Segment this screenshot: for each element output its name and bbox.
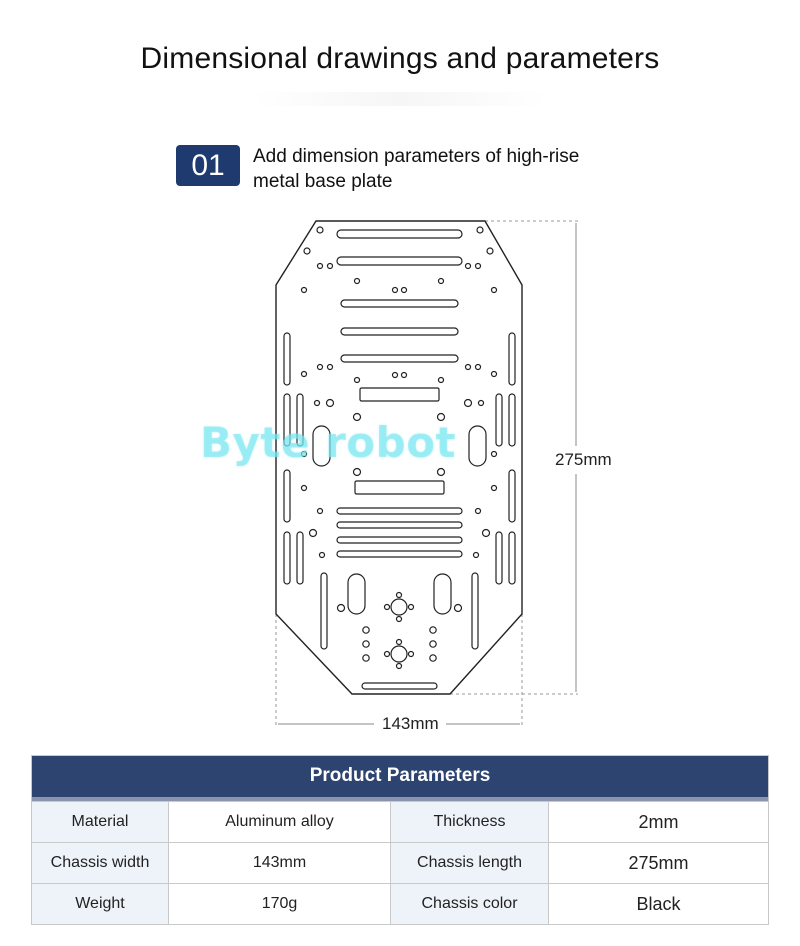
step-description-line-2: metal base plate bbox=[253, 171, 393, 192]
table-row bbox=[32, 801, 768, 842]
param-label: Thickness bbox=[390, 802, 548, 842]
param-label: Material bbox=[32, 802, 168, 842]
param-label: Weight bbox=[32, 884, 168, 924]
step-number-badge: 01 bbox=[176, 145, 240, 186]
product-parameters-table bbox=[31, 755, 769, 925]
height-dimension-label: 275mm bbox=[555, 450, 612, 469]
step-description-line-1: Add dimension parameters of high-rise bbox=[253, 146, 580, 167]
param-value: 143mm bbox=[168, 843, 390, 883]
param-value: 275mm bbox=[548, 843, 768, 883]
table-header: Product Parameters bbox=[32, 756, 768, 801]
width-dimension-label: 143mm bbox=[378, 714, 443, 734]
param-value: 170g bbox=[168, 884, 390, 924]
param-label: Chassis width bbox=[32, 843, 168, 883]
watermark: Byte robot bbox=[200, 418, 457, 467]
param-value: Aluminum alloy bbox=[168, 802, 390, 842]
param-label: Chassis color bbox=[390, 884, 548, 924]
param-value: Black bbox=[548, 884, 768, 924]
page-title: Dimensional drawings and parameters bbox=[140, 42, 660, 75]
param-value: 2mm bbox=[548, 802, 768, 842]
table-row bbox=[32, 883, 768, 924]
param-label: Chassis length bbox=[390, 843, 548, 883]
table-row bbox=[32, 842, 768, 883]
